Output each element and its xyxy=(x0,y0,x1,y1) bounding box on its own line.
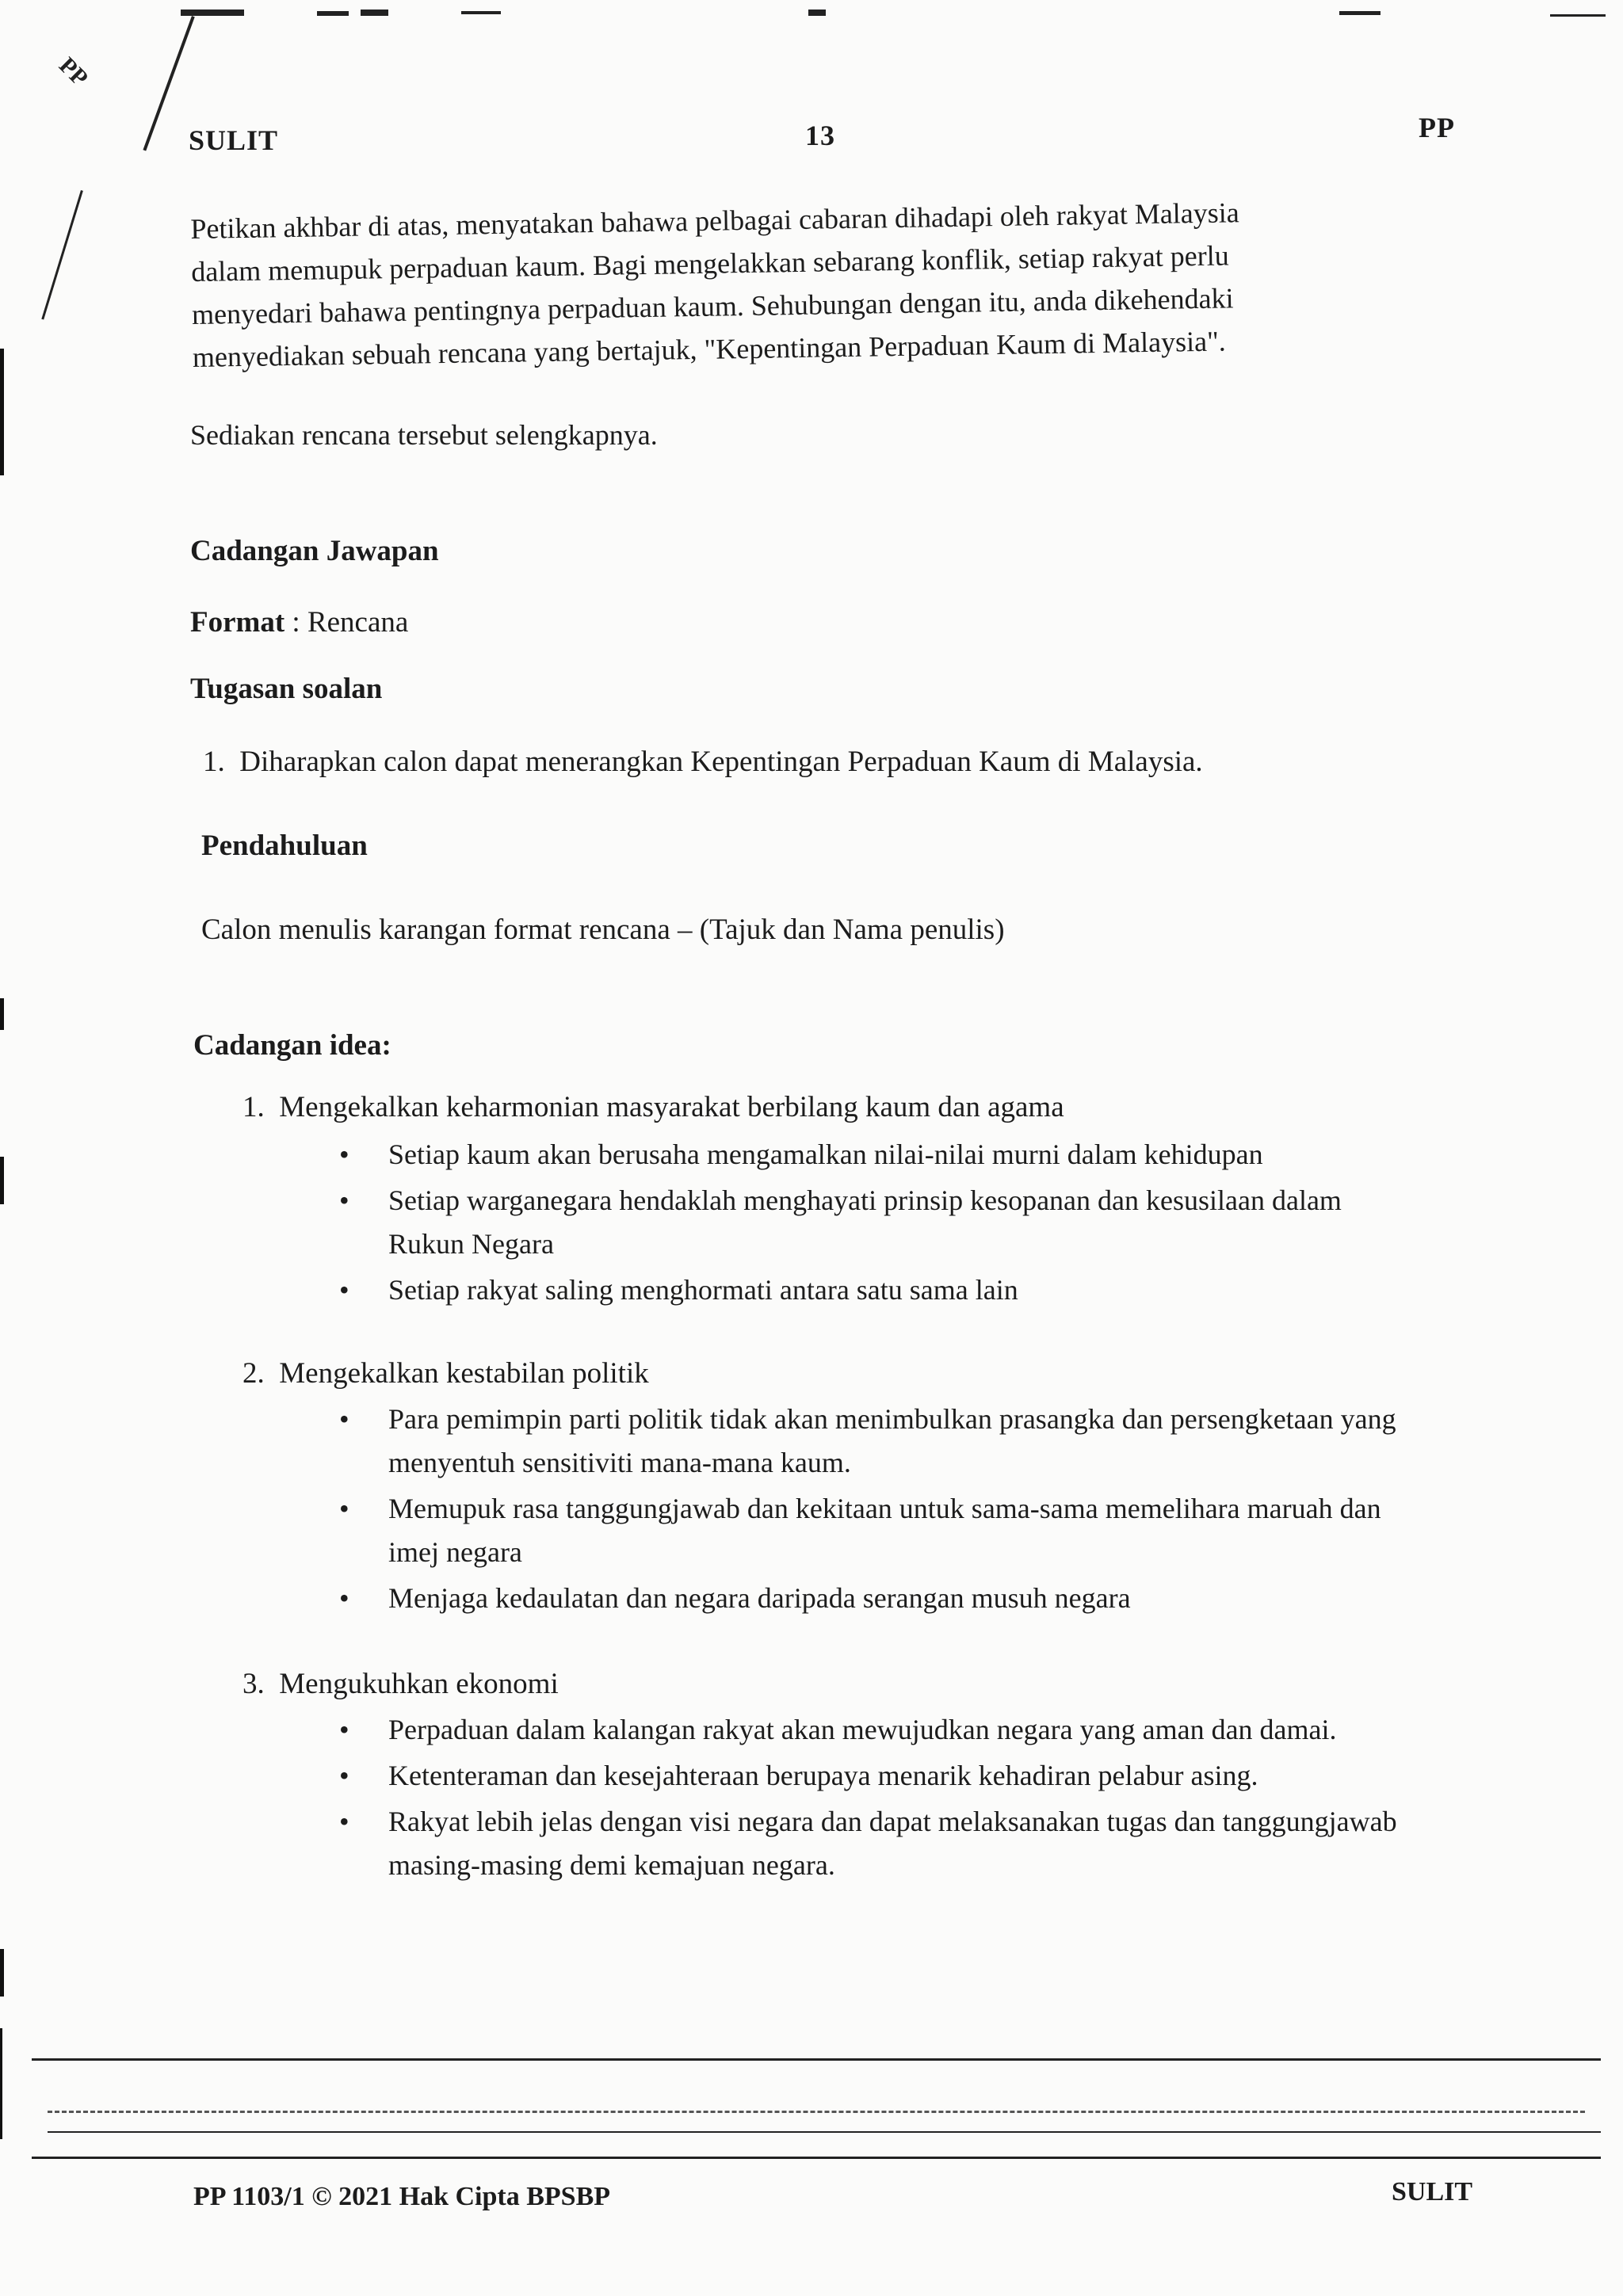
idea-bullet: • Rakyat lebih jelas dengan visi negara dan dapat melaksanakan tugas dan tanggungjawab masing-masing demi kemajuan negara. xyxy=(339,1800,1409,1887)
scan-artifact-top xyxy=(461,11,501,14)
idea-bullet: • Para pemimpin parti politik tidak akan menimbulkan prasangka dan persengketaan yang menyentuh sensitiviti mana-mana kaum. xyxy=(339,1398,1409,1485)
header-sulit: SULIT xyxy=(189,124,279,156)
idea-bullet: • Setiap rakyat saling menghormati antara satu sama lain xyxy=(339,1268,1409,1312)
scan-artifact-diagonal xyxy=(41,190,83,319)
idea-bullet: • Memupuk rasa tanggungjawab dan kekitaan untuk sama-sama memelihara maruah dan imej negara xyxy=(339,1487,1409,1574)
format-value: Rencana xyxy=(307,606,409,639)
page-number: 13 xyxy=(805,120,835,151)
intro-line: Petikan akhbar di atas, menyatakan bahawa pelbagai cabaran dihadapi oleh rakyat Malaysia xyxy=(190,196,1240,245)
footer-rule-bottom xyxy=(32,2157,1601,2159)
scan-artifact-top xyxy=(181,10,244,16)
corner-mark: PP xyxy=(54,52,94,92)
idea-bullet-list xyxy=(339,1708,1409,1890)
idea-bullet: • Setiap warganegara hendaklah menghayati prinsip kesopanan dan kesusilaan dalam Rukun Negara xyxy=(339,1179,1409,1266)
idea-bullet: • Setiap kaum akan berusaha mengamalkan nilai-nilai murni dalam kehidupan xyxy=(339,1133,1409,1177)
ideas-heading: Cadangan idea: xyxy=(193,1029,391,1062)
intro-paragraph xyxy=(190,189,1421,379)
scan-artifact-top xyxy=(1339,11,1381,15)
footer-copyright: PP 1103/1 © 2021 Hak Cipta BPSBP xyxy=(193,2182,611,2211)
scan-artifact-side xyxy=(0,349,4,475)
idea-title: 1. Mengekalkan keharmonian masyarakat berbilang kaum dan agama xyxy=(242,1091,1064,1123)
idea-bullet: • Ketenteraman dan kesejahteraan berupaya menarik kehadiran pelabur asing. xyxy=(339,1754,1409,1798)
scan-artifact-side xyxy=(0,1157,4,1204)
footer-sulit: SULIT xyxy=(1392,2177,1473,2206)
idea-bullet-list xyxy=(339,1133,1409,1314)
scan-artifact-top xyxy=(808,10,826,16)
header-pp: PP xyxy=(1419,112,1455,143)
format-separator: : xyxy=(285,606,307,639)
idea-title: 3. Mengukuhkan ekonomi xyxy=(242,1668,559,1700)
scan-artifact-top xyxy=(361,10,388,16)
instruction-text: Sediakan rencana tersebut selengkapnya. xyxy=(190,419,658,451)
intro-heading: Pendahuluan xyxy=(201,830,368,862)
intro-line: menyedari bahawa pentingnya perpaduan kaum. Sehubungan dengan itu, anda dikehendaki xyxy=(191,282,1234,330)
idea-bullet-list xyxy=(339,1398,1409,1623)
footer-rule-top xyxy=(32,2058,1601,2061)
scan-artifact-diagonal xyxy=(143,16,194,151)
scan-artifact-side xyxy=(0,998,4,1030)
scan-artifact-side xyxy=(0,1949,4,1997)
answer-heading: Cadangan Jawapan xyxy=(190,535,439,567)
footer-dashed-rule xyxy=(48,2111,1585,2113)
idea-bullet: • Perpaduan dalam kalangan rakyat akan mewujudkan negara yang aman dan damai. xyxy=(339,1708,1409,1752)
intro-line: dalam memupuk perpaduan kaum. Bagi mengelakkan sebarang konflik, setiap rakyat perlu xyxy=(190,239,1230,288)
footer-rule-middle xyxy=(48,2131,1601,2133)
format-line xyxy=(190,601,408,644)
idea-bullet: • Menjaga kedaulatan dan negara daripada serangan musuh negara xyxy=(339,1577,1409,1620)
intro-requirement: Calon menulis karangan format rencana – (Tajuk dan Nama penulis) xyxy=(201,913,1005,946)
task-item: 1. Diharapkan calon dapat menerangkan Kepentingan Perpaduan Kaum di Malaysia. xyxy=(203,746,1203,778)
idea-title: 2. Mengekalkan kestabilan politik xyxy=(242,1357,649,1390)
task-heading: Tugasan soalan xyxy=(190,673,383,705)
scan-artifact-top xyxy=(317,11,349,16)
scan-artifact-top xyxy=(1550,14,1606,17)
intro-line: menyediakan sebuah rencana yang bertajuk, "Kepentingan Perpaduan Kaum di Malaysia". xyxy=(192,325,1227,373)
scan-artifact-side xyxy=(0,2028,2,2139)
format-label: Format xyxy=(190,606,285,639)
